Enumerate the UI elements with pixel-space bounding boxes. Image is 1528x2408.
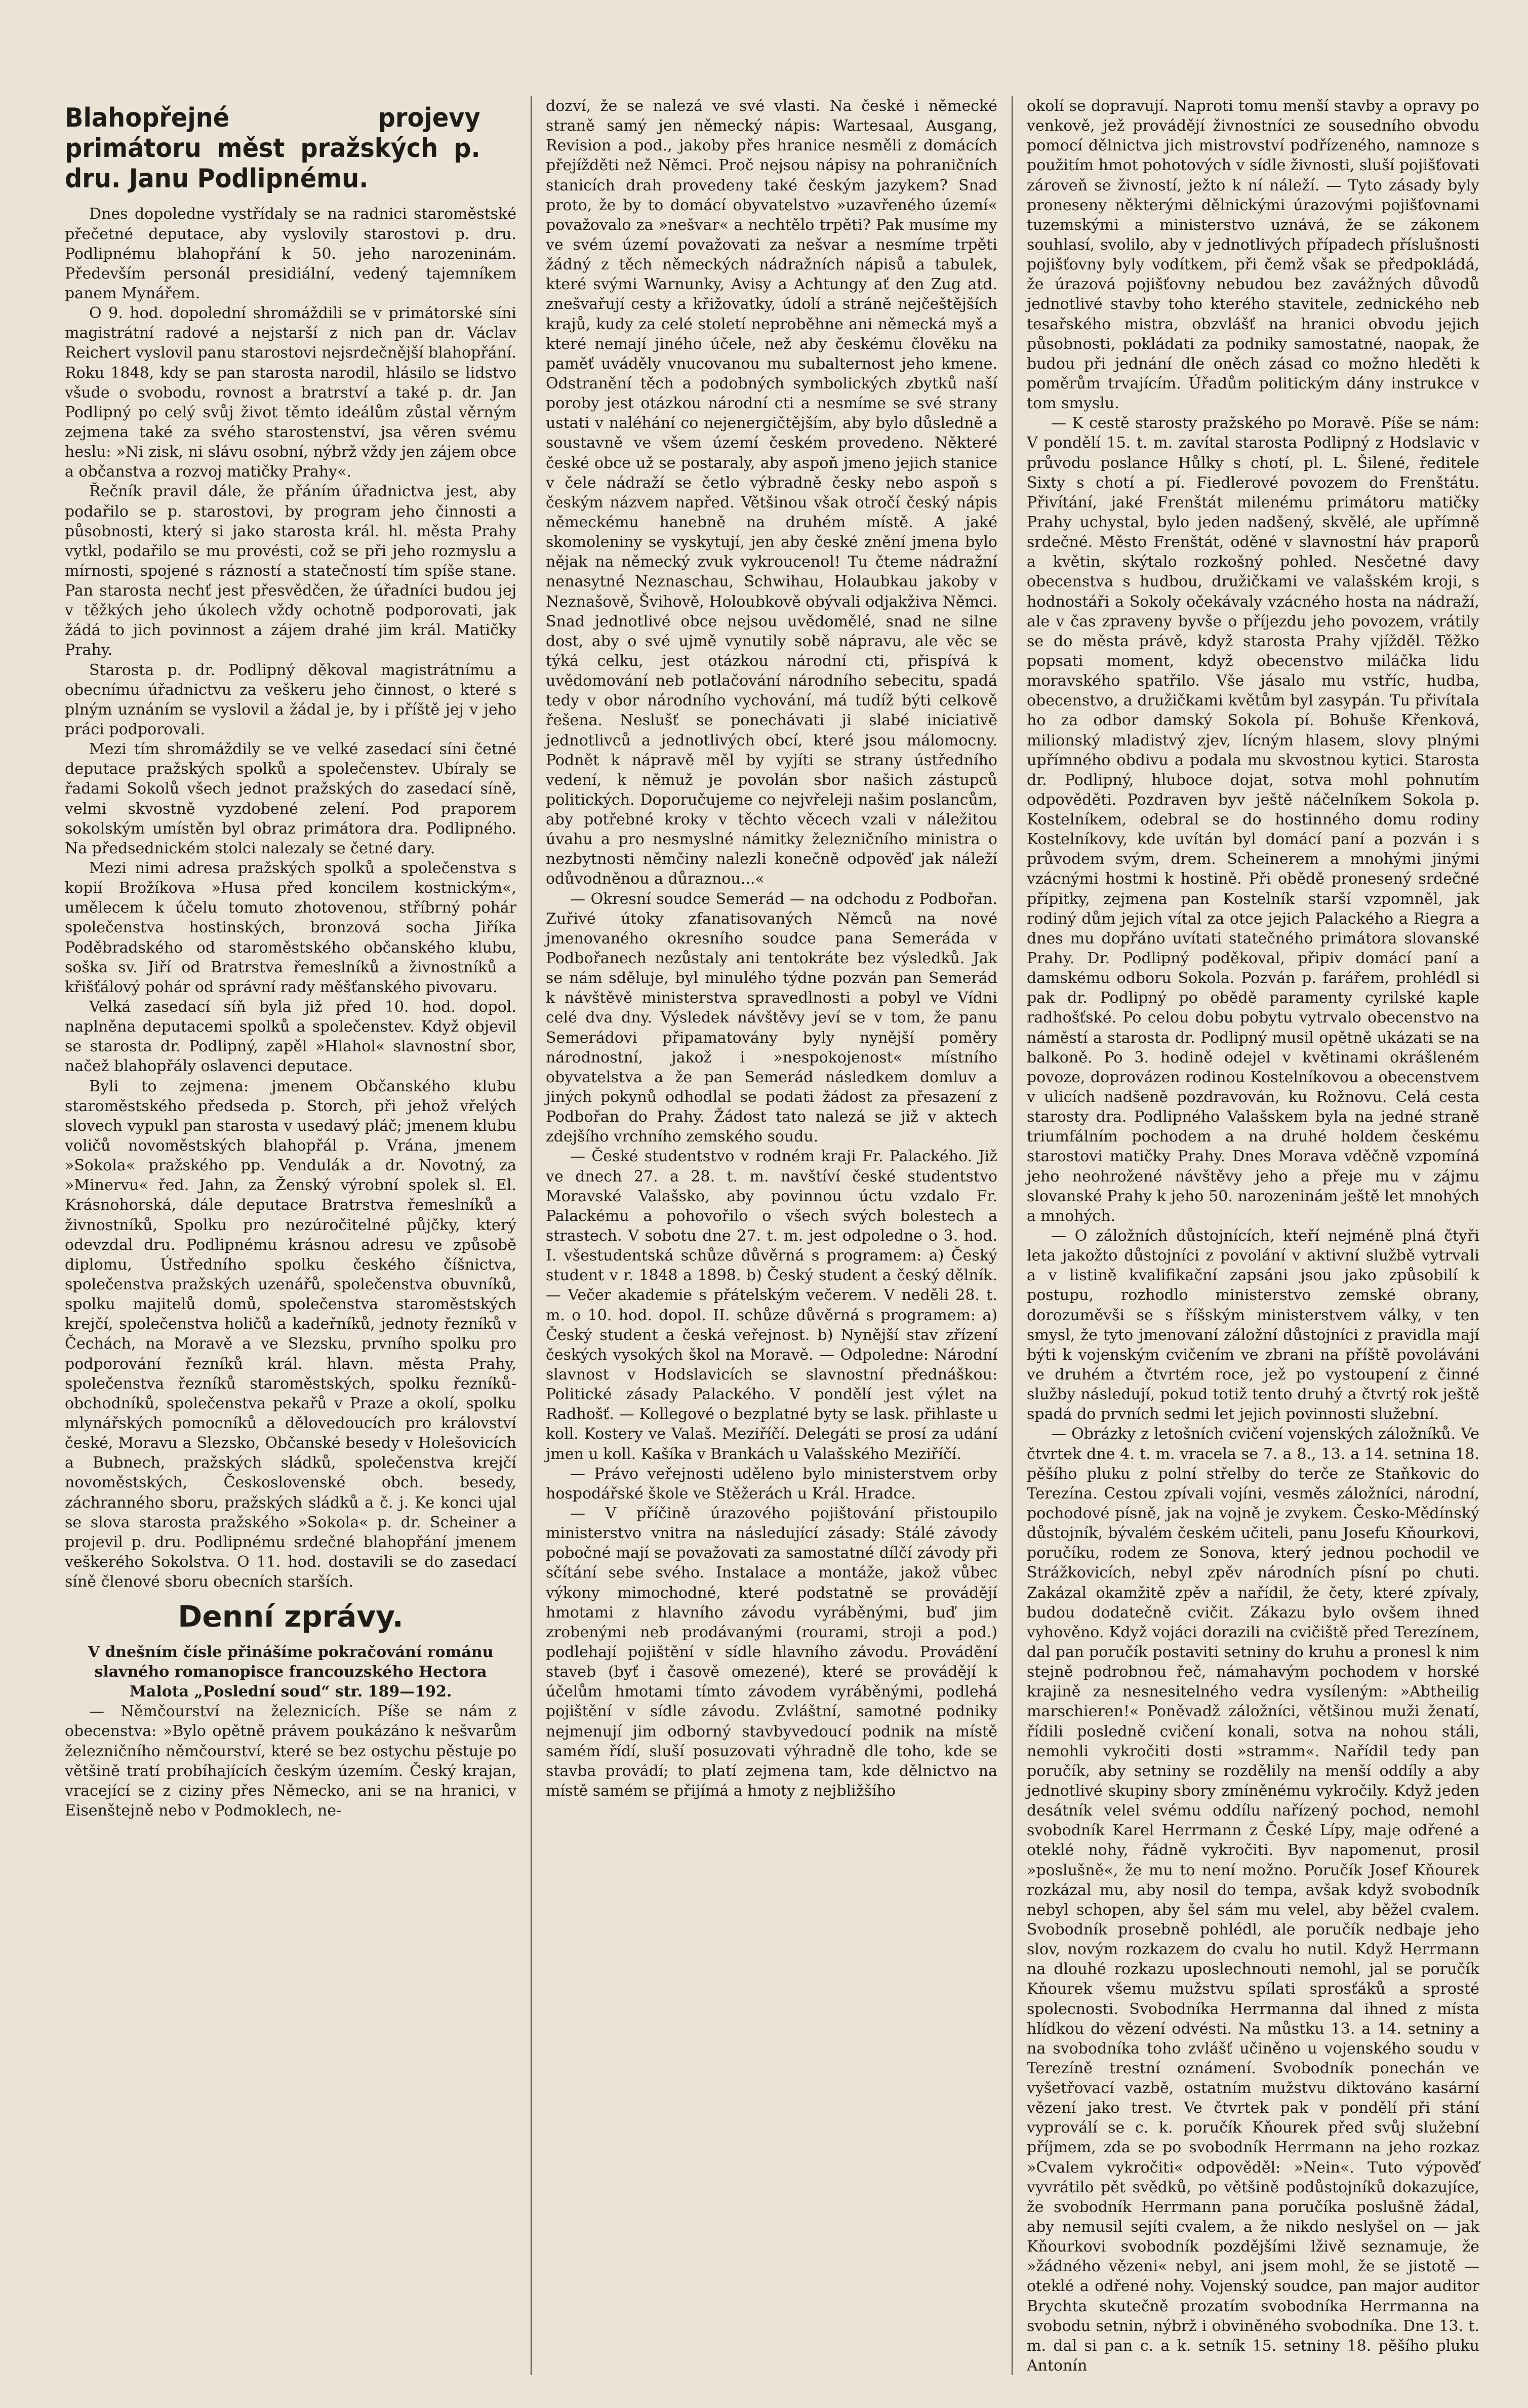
paragraph: Velká zasedací síň byla již před 10. hod. dopol. naplněna deputacemi spolků a společenstev. Když objevil se starosta dr. Podlipný, zapěl »Hlahol« slavnostní sbor, načež blahopřály oslavenci deputace. [65, 998, 516, 1076]
paragraph: O 9. hod. dopolední shromáždili se v primátorské síni magistrátní radové a nejstarší z nich pan dr. Václav Reichert vyslovil panu starostovi nejsrdečnější blahopřání. Roku 1848, kdy se pan starosta narodil, hlásilo se lidstvo všude o svobodu, rovnost a bratrství a také p. dr. Jan Podlipný po celý svůj život těmto ideálům zůstal věrným zejmena také za svého starostenství, jsa věren svému heslu: »Ni zisk, ni slávu osobní, nýbrž vždy jen zájem obce a občanstva a rozvoj matičky Prahy«. [65, 304, 516, 481]
paragraph: Starosta p. dr. Podlipný děkoval magistrátnímu a obecnímu úřadnictvu za veškeru jeho činnost, o které s plným uznáním se vyslovil a žádal je, by i příště jej v jeho práci podporovali. [65, 661, 516, 739]
paragraph: — Obrázky z letošních cvičení vojenských záložníků. Ve čtvrtek dne 4. t. m. vracela se 7. a 8., 13. a 14. setnina 18. pěšího pluku z polní střelby do terče ze Staňkovic do Terezína. Cestou zpívali vojíni, vesměs záložníci, národní, pochodové písně, jak na vojně je zvykem. Česko-Mědínský důstojník, bývalém českém učiteli, panu Josefu Kňourkovi, poručíku, rodem ze Sonova, který jednou pochodil ve Strážkovicích, nebyl zpěv národních písní po chuti. Zakázal okamžitě zpěv a nařídil, že čety, které zpívaly, budou dodatečně cvičit. Zákazu bylo ovšem ihned vyhověno. Když vojáci dorazili na cvičiště před Terezínem, dal pan poručík postaviti setniny do kruhu a pronesl k nim stejně podrobnou řeč, námahavým pochodem v horské krajině za nesnesitelného vedra vysíleným: »Abtheilig marschieren!« Poněvadž záložníci, většinou muži ženatí, řídili posledně cvičení konali, sotva na nohou stáli, nemohli vykročiti dosti »stramm«. Nařídil tedy pan poručík, aby setniny se rozdělily na menší oddíly a aby jednotlivé skupiny sbory zmíněnému vykročily. Když jeden desátník velel svému oddílu nařízený pochod, nemohl svobodník Karel Herrmann z České Lípy, maje odřené a oteklé nohy, řádně vykročiti. Byv napomenut, prosil »poslušně«, že mu to není možno. Poručík Josef Kňourek rozkázal mu, aby nosil do tempa, avšak když svobodník nebyl schopen, aby šel sám mu velel, aby běžel cvalem. Svobodník prosebně pohlédl, ale poručík nedbaje jeho slov, novým rozkazem do cvalu ho nutil. Když Herrmann na dlouhé rozkazu uposlechnouti nemohl, jal se poručík Kňourek všemu mužstvu spílati sprosťáků a sprosté spolecnosti. Svobodníka Herrmanna dal ihned z místa hlídkou do vězení odvésti. Na můstku 13. a 14. setniny a na svobodníka toho zvlášť učiněno u vojenského soudu v Terezíně trestní oznámení. Svobodník ponechán ve vyšetřovací vazbě, ostatním mužstvu diktováno kasární vězení jako trest. Ve čtvrtek pak v pondělí při stání vyproválí se c. k. poručík Kňourek před svůj služební příjmem, zda se po svobodník Herrmann na jeho rozkaz »Cvalem vykročiti« odpověděl: »Nein«. Tuto výpověď vyvrátilo pět svědků, po většině podůstojníků dokazujíce, že svobodník Herrmann pana poručíka poslušně žádal, aby nemusil sejíti cvalem, a že nikdo neslyšel on — jak Kňourkovi svobodník pozdějšími lživě seznamuje, že »žádného vězeni« nebyl, ani jsem mohl, že se jistotě — oteklé a odřené nohy. Vojenský soudce, pan major auditor Brychta skutečně prozatím svobodníka Herrmanna na svobodu setnin, nýbrž i obviněného svobodníka. Dne 13. t. m. dal si pan c. a k. setník 15. setniny 18. pěšího pluku Antonín [1027, 1425, 1479, 2375]
section-title: Denní zprávy. [178, 1599, 404, 1634]
paragraph: Mezi nimi adresa pražských spolků a společenstva s kopií Brožíkova »Husa před koncilem kostnickým«, umělecem k účelu tomuto zhotovenou, stříbrný pohár společenstva hostinských, bronzová socha Jiříka Poděbradského od staroměstského občanského klubu, soška sv. Jiří od Bratrstva řemeslníků a živnostníků a křišťálový pohár od správní rady měšťanského pivovaru. [65, 859, 516, 996]
column-1 [51, 96, 532, 2375]
paragraph: — Právo veřejnosti udělenо bylo ministerstvem orby hospodářské škole ve Stěžerách u Král. Hradce. [546, 1465, 997, 1503]
paragraph: Byli to zejmena: jmenem Občanského klubu staroměstského předseda p. Storch, při jehož vřelých slovech vypukl pan starosta v usedavý pláč; jmenem klubu voličů novoměstských blahopřál p. Vrána, jmenem »Sokola« pražského pp. Vendulák a dr. Novotný, za »Minervu« řed. Jahn, za Ženský výrobní spolek sl. El. Krásnohorská, dále deputace Bratrstva řemeslníků a živnostníků, Spolku pro nezúročitelné půjčky, který odevzdal dru. Podlipnému krásnou adresu ve způsobě diplomu, Ústředního spolku českého číšnictva, společenstva pražských uzenářů, společenstva obuvníků, spolku majitelů domů, společenstva staroměstských krejčí, společenstva holičů a kadeřníků, jednoty řezníků v Čechách, na Moravě a ve Slezsku, prvního spolku pro podporování řezníků král. hlavn. města Prahy, společenstva řezníků staroměstských, spolku řezníků-obchodníků, společenstva pekařů v Praze a okolí, spolku mlynářských pomocníků a dělovedoucích pro království české, Moravu a Slezsko, Občanské besedy v Holešovicích a Bubnech, pražských sládků, společenstva krejčí novoměstských, Československé obch. besedy, záchranného sboru, pražských sládků a č. j. Ke konci ujal se slova starosta pražského »Sokola« p. dr. Scheiner a projevil p. dru. Podlipnému srdečné blahopřání jmenem veškerého Sokolstva. O 11. hod. dostavili se do zasedací síně členové sboru obecních starších. [65, 1077, 516, 1591]
paragraph: — K cestě starosty pražského po Moravě. Píše se nám: V pondělí 15. t. m. zavítal starosta Podlipný z Hodslavic v průvodu poslance Hůlky s chotí, pl. L. Šilené, ředitele Sixty s chotí a pí. Fiedlerové povozem do Frenštátu. Přivítání, jaké Frenštát milenému primátoru matičky Prahy uchystal, bylo jeden nadšený, skvělé, ale upřímně srdečné. Město Frenštát, oděné v slavnostní háv praporů a květin, skýtalo rozkošný pohled. Nesčetné davy obecenstva s hudbou, družičkami ve valašském kroji, s hodnostáři a Sokoly očekávaly vzácného hosta na nádraží, ale v čas zpraveny byvše o příjezdu jeho povozem, vrátily se do města právě, když starosta Prahy vjížděl. Těžko popsati moment, když obecenstvo miláčka lidu moravského spatřilo. Vše jásalo mu vstříc, hudba, obecenstvo, a družičkami květům byl zasypán. Tu přivítala ho za odbor damský Sokola pí. Bohuše Křenková, milionský mladistvý zjev, lícným hlasem, slovy plnými upřímného obdivu a podala mu skvostnou kytici. Starosta dr. Podlipný, hluboce dojat, sotva mohl pohnutím odpověděti. Pozdraven byv ještě náčelníkem Sokola p. Kostelníkem, odebral se do hostinného domu rodiny Kostelníkovy, kde uvítán byl domácí paní a pozván i s průvodem svým, drem. Scheinerem a mnohými jinými vzácnými hostmi k hostině. Při obědě pronesený srdečné přípitky, zejmena pan Kostelník starší vzpomněl, jak rodiný dům jejich vítal za otce jejich Palackého a Riegra a dnes mu dopřáno uvítati statečného primátora slovanské Prahy. Dr. Podlipný poděkoval, připiv domácí paní a damskému odboru Sokola. Pozván p. farářem, prohlédl si pak dr. Podlipný po obědě paramenty cyrilské kaple radhošťské. Po celou dobu pobytu vytrvalo obecenstvo na náměstí a starosta dr. Podlipný musil opětně ukázati se na balkoně. Po 3. hodině odejel v květinami okrášleném povoze, doprovázen rodinou Kostelníkovou a obecenstvem v ulicích nadšeně pozdravován, ku Rožnovu. Celá cesta starosty dra. Podlipného Valašskem byla na jedné straně triumfálním pochodem a na druhé holdem českému starostovi matičky Prahy. Dnes Morava vděčně vzpomíná jeho neohrožené návštěvy jeho a přeje mu v zájmu slovanské Prahy k jeho 50. narozeninám ještě let mnohých a mnohých. [1027, 414, 1479, 1225]
columns [51, 96, 1508, 2375]
paragraph: — Okresní soudce Semerád — na odchodu z Podbořan. Zuřivé útoky zfanatisovaných Němců na nové jmenovaného okresního soudce pana Semeráda v Podbořanech nezůstaly ani tentokráte bez výsledků. Jak se nám sděluje, byl minulého týdne pozván pan Semerád k návštěvě ministerstva spravedlnosti a pobyl ve Vídni celé dva dny. Výsledek návštěvy jeví se v tom, že panu Semerádovi připamatovány byly nynější poměry národnostní, jakož i »nespokojenost« místního obyvatelstva a že pan Semerád následkem domluv a jiných pokynů odhodlal se podati žádost za přesazení z Podbořan do Prahy. Žádost tato nalezá se již v aktech zdejšího vrchního zemského soudu. [546, 890, 997, 1146]
paragraph: — V příčině úrazového pojištování přistoupilo ministerstvo vnitra na následující zásady: Stálé závody pobočné mají se považovati za samostatné dílčí závody při sčítání sebe svého. Instalace a montáže, jakož vůbec výkony mimochodné, které podstatně se provádějí hmotami z hlavního závodu vyráběnými, buď jim zrobenými neb prodávanými (rourami, stroji a pod.) podlehají pojištění v sídle hlavního závodu. Provádění staveb (byť i časově omezené), které se provádějí k účelům hmotami tímto závodem vyráběnými, podlehá pojištění v sídle závodu. Zvláštní, samotné podniky nejmenují jim odborný stavbyvedoucí podnik na místě samém řídí, sluší posuzovati výhradně dle toho, kde se stavba provádí; to platí zejmena tam, kde dělnictvo na místě samém se přijímá a hmoty z nejbližšího [546, 1504, 997, 1800]
paragraph: — České studentstvo v rodném kraji Fr. Palackého. Již ve dnech 27. a 28. t. m. navštíví české studentstvo Moravské Valašsko, aby povinnou úctu vzdalo Fr. Palackému a pohovořilo o všech svých bolestech a strastech. V sobotu dne 27. t. m. jest odpoledne o 3. hod. I. všestudentská schůze důvěrná s programem: a) Český student v r. 1848 a 1898. b) Český student a český dělník. — Večer akademie s přátelským večerem. V neděli 28. t. m. o 10. hod. dopol. II. schůze důvěrná s programem: a) Český student a česká veřejnost. b) Nynější stav zřízení českých vysokých škol na Moravě. — Odpoledne: Národní slavnost v Hodslavicích se slavnostní přednáškou: Politické zásady Palackého. V pondělí jest výlet na Radhošť. — Kollegové o bezplatné byty se lask. přihlaste u koll. Kostery ve Valaš. Meziříčí. Delegáti se prosí za udání jmen u koll. Kašíka v Brankách u Valašského Meziříčí. [546, 1148, 997, 1463]
paragraph: — Němčourství na železnicích. Píše se nám z obecenstva: »Bylo opětně právem poukázáno k nešvarům železničního němčourství, které se bez ostychu pěstuje po většině tratí probíhajících českým územím. Český krajan, vracející se z ciziny přes Německo, ani se na hranici, v Eisenštejně nebo v Podmoklech, ne- [65, 1703, 516, 1820]
paragraph: dozví, že se nalezá ve své vlasti. Na české i německé straně samý jen německý nápis: Wartesaal, Ausgang, Revision a pod., jakoby přes hranice nesměli z domácích přejížděti než Němci. Proč nejsou nápisy na pohraničních stanicích drah provedeny také českým jazykem? Snad proto, že by to domácí obyvatelstvo »uzavřeného území« považovalo za »nešvar« a nechtělo trpěti? Pak musíme my ve svém území považovati za nešvar a nesmíme trpěti žádný z těch německých nádražních nápisů a tabulek, které svými Warnunky, Avisy a Achtungy ať den Zug atd. znešvařují cesty a křižovatky, údolí a stráně nejčeštějších krajů, kudy za celé století neproběhne ani německá myš a které nemají jiného účele, než aby českému člověku na paměť uváděly vnucovanou mu subalternost jeho kmene. Odstranění těch a podobných symbolických zbytků naší poroby jest otázkou národní cti a nesmíme se své strany ustati v naléhání co nejenergičtějším, aby bylo důsledně a soustavně ve všem území českém provedeno. Některé české obce už se postaraly, aby aspoň jmeno jejich stanice v čele nádraží se četlo výbradně česky nebo aspoň s českým názvem napřed. Většinou však otročí český nápis německému hanebně na druhém místě. A jaké skomoleniny se vyskytují, jen aby české znění jmena bylo nějak na německý zvuk vykroucenol! Tu čteme nádražní nenasytné Neznaschau, Schwihau, Holaubkau jakoby v Neznašově, Švihově, Holoubkově obývali odjakživa Němci. Snad jednotlivé obce nejsou uvědomělé, snad ne silne dost, aby o své ujmě vynutily sobě nápravu, ale věc se týká celku, jest otázkou národní cti, přispívá k uvědomování neb potlačování národního sebecitu, spadá tedy v obor národního vychování, má tudíž býti celkově řešena. Neslušť se ponechávati ji slabé iniciativě jednotlivců a jednotlivých obcí, které jsou málomocny. Podnět k nápravě měl by vyjíti se strany ústředního vedení, k němuž je povolán sbor našich zástupců politických. Doporučujeme co nejvřeleji našim poslancům, aby potřebné kroky v těchto věcech vzali v náležitou úvahu a pro nesmyslné námitky železničního ministra o nezbytnosti němčiny nalezli konečně odpověď jak náleží odůvodněnou a důraznou...« [546, 97, 997, 888]
paragraph: Řečník pravil dále, že přáním úřadnictva jest, aby podařilo se p. starostovi, by program jeho činnosti a působnosti, který si jako starosta král. hl. města Prahy vytkl, podařilo se mu provésti, což se při jeho rozmyslu a mírnosti, spojené s rázností a statečností tím spíše stane. Pan starosta nechť jest přesvědčen, že úřadníci budou jej v těžkých jeho úkolech vždy ochotně podporovati, jak žádá to jich povinnost a zájem drahé jim král. Matičky Prahy. [65, 483, 516, 659]
paragraph: — O záložních důstojnících, kteří nejméně plná čtyři leta jakožto důstojníci z povolání v aktivní službě vytrvali a v listině kvalifikační zapsáni jsou jako způsobilí k postupu, rozhodlo ministerstvo zemské obrany, dorozuměvši se s říšským ministerstvem války, v ten smysl, že tyto jmenovaní záložní důstojníci z pravidla mají býti k vojenským cvičením ve zbrani na příště povoláváni ve druhém a čtvrtém roce, jež po vystoupení z činné služby následují, pokud totiž tento druhý a čtvrtý rok ještě spadá do prvních sedmi let jejich povinnosti služební. [1027, 1227, 1479, 1424]
column-3 [1013, 96, 1494, 2375]
paragraph: okolí se dopravují. Naproti tomu menší stavby a opravy po venkově, jež provádějí živnostníci ze sousedního obvodu pomocí dělnictva jich mistrovství podřízeného, namnoze s použitím hmot pohotových v sídle živnosti, sluší pojišťovati zároveň se živností, ježto k ní náleží. — Tyto zásady byly proneseny některými dělnickými úrazovými pojišťovnami tuzemskými a ministerstvo uznává, že se zákonem souhlasí, svolilo, aby v jednotlivých případech příslušnosti pojišťovny byly vodítkem, při čemž však se předpokládá, že úrazová pojišťovny nebudou bez zavážných důvodů jednotlivé stavby toho kterého stavitele, zednického neb tesařského mistra, obzvlášť na hranici obvodu jejich působnosti, pokládati za podniky samostatné, naopak, že budou při jednání dle oněch zásad co možno hleděti k poměrům trvajícím. Úřadům politickým dány instrukce v tom smyslu. [1027, 97, 1479, 413]
headline: Blahopřejné projevy primátoru měst pražských p. dru. Janu Podlipnému. [65, 103, 480, 194]
paragraph: Dnes dopoledne vystřídaly se na radnici staroměstské přečetné deputace, aby vyslovily starostovi p. dru. Podlipnému blahopřání k 50. jeho narozeninám. Především personál presidiální, vedený tajemníkem panem Mynářem. [65, 205, 516, 302]
column-2 [532, 96, 1013, 2375]
lead-notice: V dnešním čísle přinášíme pokračování románu slavného romanopisce francouzského Hectora Malota „Poslední soud“ str. 189—192. [88, 1643, 494, 1701]
paragraph: Mezi tím shromáždily se ve velké zasedací síni četné deputace pražských spolků a společenstev. Ubíraly se řadami Sokolů všech jednot pražských do zasedací síně, velmi skvostně vyzdobené zelení. Pod praporem sokolským umístěn byl obraz primátora dra. Podlipného. Na předsednickém stolci nalezaly se četné dary. [65, 740, 516, 857]
